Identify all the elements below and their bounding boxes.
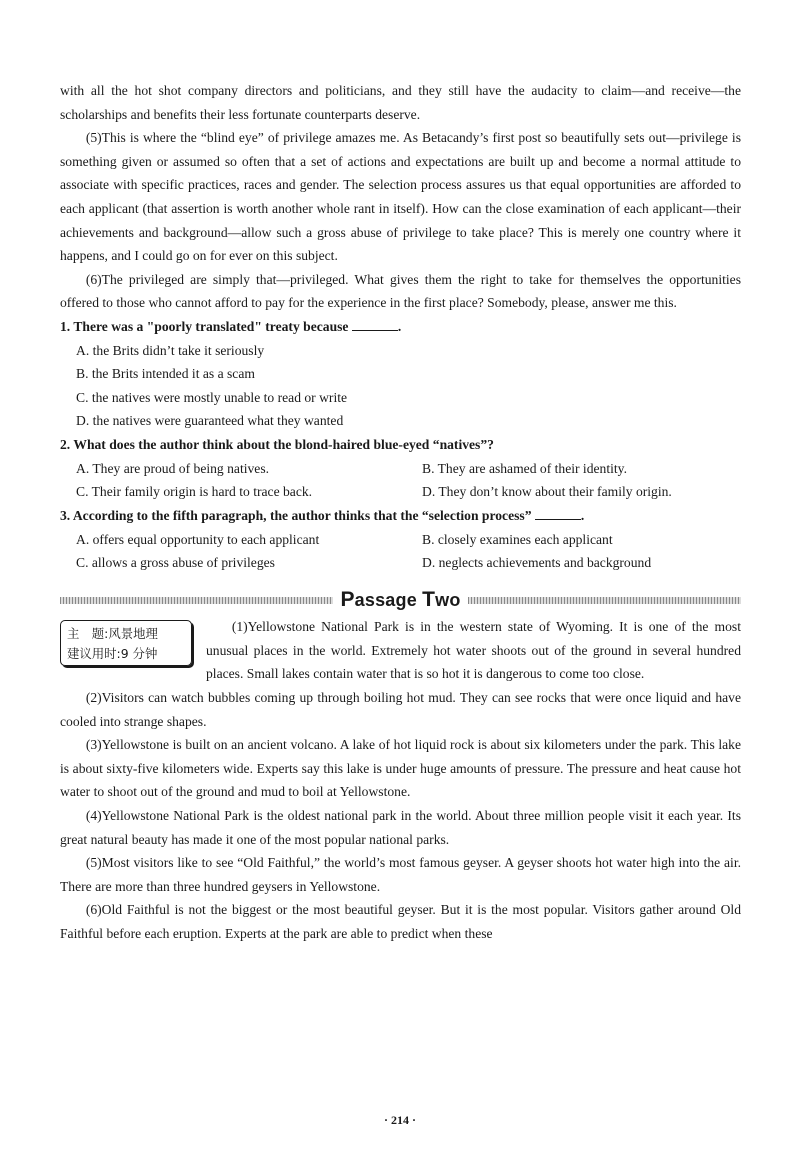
question-3-option-a: A. offers equal opportunity to each applicant: [76, 531, 320, 547]
question-2-option-a: A. They are proud of being natives.: [76, 460, 270, 476]
question-2-option-c: C. Their family origin is hard to trace back.: [76, 484, 313, 500]
passage2-paragraph-4: (4)Yellowstone National Park is the oldest national park in the world. About three million people visit it each year. Its great natural beauty has made it one of the most popular national parks.: [60, 808, 741, 847]
question-2-option-b: B. They are ashamed of their identity.: [422, 460, 627, 476]
title-letter-t: T: [422, 588, 436, 612]
passage2-paragraph-3: (3)Yellowstone is built on an ancient volcano. A lake of hot liquid rock is about six kilometers under the park. This lake is about sixty-five kilometers wide. Experts say this lake is under huge amounts of pressure. The pressure and heat cause hot water to shoot out of the ground and mud to boil at Yellowstone.: [60, 737, 741, 800]
question-1-stem: 1. There was a "poorly translated" treaty because: [60, 318, 349, 334]
question-3-options-row-2: [60, 551, 741, 575]
passage2-paragraph-6: (6)Old Faithful is not the biggest or the most beautiful geyser. But it is the most popular. Visitors gather around Old Faithful before each eruption. Experts at the park are able to predict when these: [60, 902, 741, 941]
answer-blank: [535, 507, 581, 520]
suggested-time-line: 建议用时:9 分钟: [67, 646, 158, 662]
passage1-paragraph-continued: with all the hot shot company directors and politicians, and they still have the audacity to claim—and receive—the scholarships and benefits their less fortunate counterparts deserve.: [60, 83, 741, 122]
page-number: · 214 ·: [383, 1113, 416, 1127]
question-2-options-row-2: [60, 480, 741, 504]
passage-two-header: [60, 585, 741, 615]
question-3-option-c: C. allows a gross abuse of privileges: [76, 555, 275, 571]
title-letter-p: P: [340, 588, 355, 612]
question-3-options-row-1: [60, 528, 741, 552]
question-3-option-d: D. neglects achievements and background: [422, 555, 652, 571]
header-rule-left: [60, 597, 333, 604]
answer-blank: [352, 318, 398, 331]
question-3-stem: 3. According to the fifth paragraph, the author thinks that the “selection process”: [60, 508, 532, 524]
topic-box: [60, 620, 192, 666]
question-1-option-c: C. the natives were mostly unable to read or write: [76, 389, 348, 405]
passage2-paragraph-1: (1)Yellowstone National Park is in the western state of Wyoming. It is one of the most unusual places in the world. Extremely hot water shoots out of the ground in several hundred places. Small lakes contain water that is so hot it is dangerous to come too close.: [206, 619, 741, 682]
question-1-option-b: B. the Brits intended it as a scam: [76, 366, 255, 382]
title-text-assage: assage: [354, 590, 423, 611]
passage1-paragraph-5: (5)This is where the “blind eye” of privilege amazes me. As Betacandy’s first post so beautifully sets out—privilege is something given or assumed so often that a set of actions and expectations are built up and become a normal attitude to associate with specific practices, races and gender. The selection process assures us that equal opportunities are afforded to each applicant (that assertion is worth another whole rant in itself). How can the close examination of each applicant—their achievements and background—allow such a gross abuse of privilege to take place? This is merely one country where it happens, and I could go on for ever on this subject.: [60, 130, 741, 264]
question-1-option-d: D. the natives were guaranteed what they wanted: [76, 413, 344, 429]
question-3: 3. According to the fifth paragraph, the author thinks that the “selection process” .: [60, 508, 585, 524]
question-2-stem: 2. What does the author think about the blond-haired blue-eyed “natives”?: [60, 436, 494, 452]
passage-two-title: [333, 588, 467, 612]
question-2-options-row-1: [60, 457, 741, 481]
question-2-option-d: D. They don’t know about their family origin.: [422, 484, 672, 500]
title-text-wo: wo: [435, 590, 461, 611]
passage1-paragraph-6: (6)The privileged are simply that—privileged. What gives them the right to take for themselves the opportunities offered to those who cannot afford to pay for the experience in the first place? Somebody, please, answer me this.: [60, 271, 741, 311]
question-1: 1. There was a "poorly translated" treaty because .: [60, 318, 402, 334]
question-3-option-b: B. closely examines each applicant: [422, 531, 613, 547]
header-rule-right: [468, 597, 741, 604]
page-content: [60, 79, 741, 946]
topic-line: 主 题:风景地理: [67, 626, 158, 642]
passage2-paragraph-5: (5)Most visitors like to see “Old Faithful,” the world’s most famous geyser. A geyser shoots hot water high into the air. There are more than three hundred geysers in Yellowstone.: [60, 855, 741, 894]
question-1-option-a: A. the Brits didn’t take it seriously: [76, 342, 265, 358]
passage2-paragraph-2: (2)Visitors can watch bubbles coming up through boiling hot mud. They can see rocks that were once liquid and have cooled into strange shapes.: [60, 690, 741, 729]
